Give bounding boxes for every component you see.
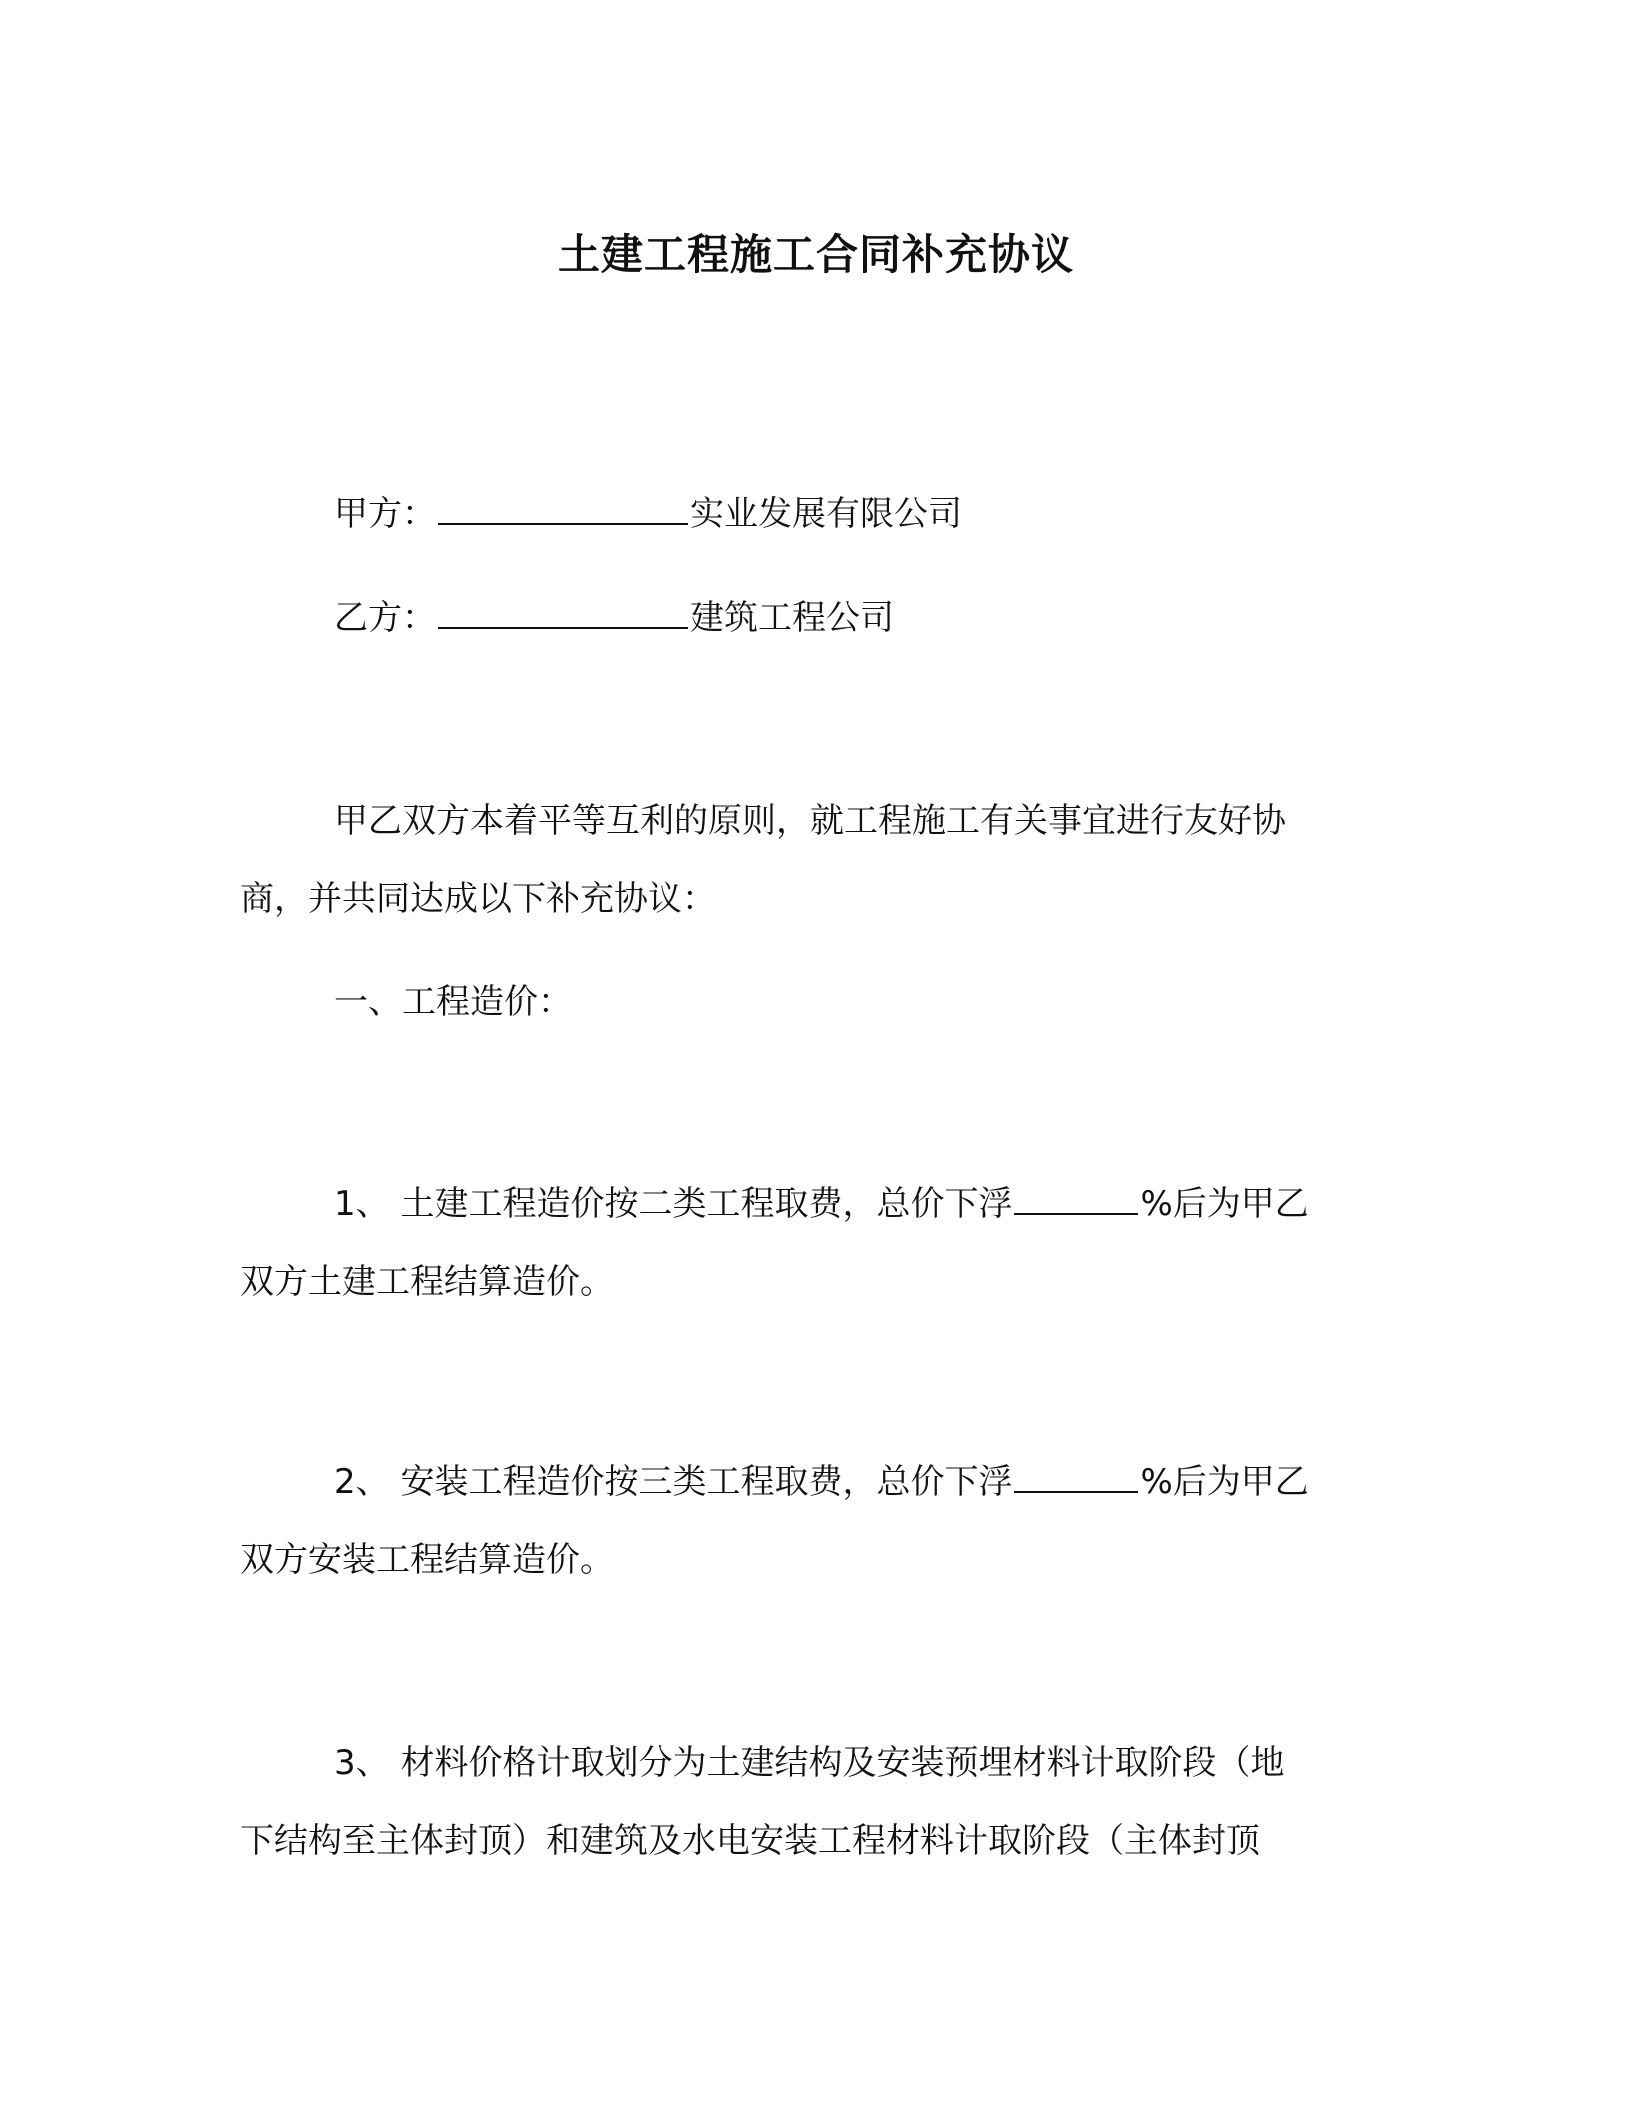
clause-2-percent-blank [1014,1461,1138,1493]
clause-3-line-2: 下结构至主体封顶）和建筑及水电安装工程材料计取阶段（主体封顶 [240,1821,1260,1861]
clause-2-suffix: %后为甲乙 [1140,1462,1309,1502]
party-a-line [334,493,962,535]
clause-1-percent-blank [1014,1183,1138,1215]
clause-2-prefix: 2、 安装工程造价按三类工程取费，总价下浮 [334,1462,1013,1502]
clause-1-prefix: 1、 土建工程造价按二类工程取费，总价下浮 [334,1184,1013,1224]
clause-1-suffix: %后为甲乙 [1140,1184,1309,1224]
intro-line-1: 甲乙双方本着平等互利的原则，就工程施工有关事宜进行友好协 [334,801,1286,841]
section-1-heading: 一、工程造价： [334,982,572,1022]
party-b-blank [438,597,688,629]
party-b-line [334,597,894,639]
party-b-name: 建筑工程公司 [690,598,894,638]
party-a-blank [438,493,688,525]
document-title: 土建工程施工合同补充协议 [557,230,1074,279]
clause-2-line-1 [334,1461,1309,1503]
clause-1-line-1 [334,1183,1309,1225]
intro-line-2: 商，并共同达成以下补充协议： [240,879,716,919]
clause-1-line-2: 双方土建工程结算造价。 [240,1262,614,1302]
party-a-label: 甲方： [334,494,436,534]
clause-2-line-2: 双方安装工程结算造价。 [240,1540,614,1580]
party-b-label: 乙方： [334,598,436,638]
clause-3-line-1: 3、 材料价格计取划分为土建结构及安装预埋材料计取阶段（地 [334,1743,1285,1783]
party-a-name: 实业发展有限公司 [690,494,962,534]
